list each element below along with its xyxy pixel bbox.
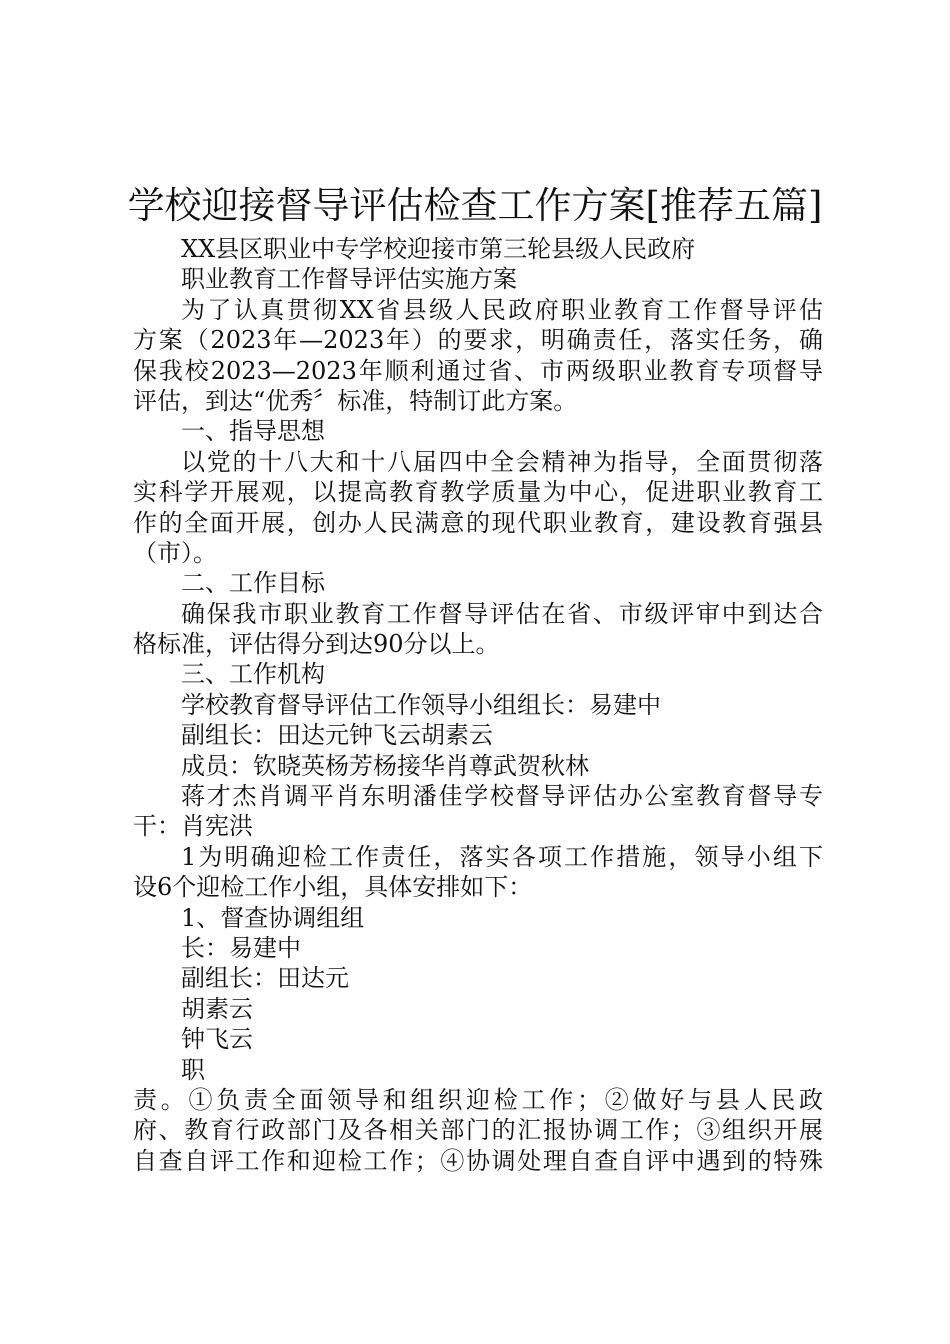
document-body bbox=[133, 234, 823, 1176]
paragraph-line: 以党的十八大和十八届四中全会精神为指导，全面贯彻落 bbox=[181, 447, 823, 476]
paragraph-line: 责。①负责全面领导和组织迎检工作；②做好与县人民政 bbox=[133, 1085, 823, 1114]
paragraph-line: 设6个迎检工作小组，具体安排如下： bbox=[133, 873, 533, 902]
section-heading: 一、指导思想 bbox=[181, 417, 325, 446]
paragraph-line: 职 bbox=[181, 1055, 205, 1084]
paragraph-line: 胡素云 bbox=[181, 994, 253, 1023]
paragraph-line: 府、教育行政部门及各相关部门的汇报协调工作；③组织开展 bbox=[133, 1116, 823, 1145]
paragraph-line: 钟飞云 bbox=[181, 1025, 253, 1054]
paragraph-line: 确保我市职业教育工作督导评估在省、市级评审中到达合 bbox=[181, 599, 823, 628]
paragraph-line: 作的全面开展，创办人民满意的现代职业教育，建设教育强县 bbox=[133, 508, 823, 537]
paragraph-line: 长：易建中 bbox=[181, 933, 301, 962]
section-heading: 三、工作机构 bbox=[181, 660, 325, 689]
paragraph-line: （市）。 bbox=[133, 538, 217, 567]
paragraph-line: 干：肖宪洪 bbox=[133, 812, 253, 841]
paragraph-line: 格标准，评估得分到达90分以上。 bbox=[133, 630, 500, 659]
paragraph-line: 评估，到达“优秀〞标准，特制订此方案。 bbox=[133, 386, 578, 415]
paragraph-line: 实科学开展观，以提高教育教学质量为中心，促进职业教育工 bbox=[133, 478, 823, 507]
paragraph-line: 副组长：田达元钟飞云胡素云 bbox=[181, 721, 493, 750]
paragraph-line: 为了认真贯彻XX省县级人民政府职业教育工作督导评估 bbox=[181, 295, 823, 324]
paragraph-line: 副组长：田达元 bbox=[181, 964, 349, 993]
subtitle-line-2: 职业教育工作督导评估实施方案 bbox=[181, 265, 517, 294]
subtitle-line-1: XX县区职业中专学校迎接市第三轮县级人民政府 bbox=[181, 235, 696, 263]
paragraph-line: 蒋才杰肖调平肖东明潘佳学校督导评估办公室教育督导专 bbox=[181, 782, 823, 811]
section-heading: 二、工作目标 bbox=[181, 569, 325, 598]
paragraph-line: 保我校2023—2023年顺利通过省、市两级职业教育专项督导 bbox=[133, 356, 823, 385]
paragraph-line: 成员：钦晓英杨芳杨接华肖尊武贺秋林 bbox=[181, 751, 589, 780]
paragraph-line: 学校教育督导评估工作领导小组组长：易建中 bbox=[181, 690, 661, 719]
paragraph-line: 自查自评工作和迎检工作；④协调处理自查自评中遇到的特殊 bbox=[133, 1146, 823, 1175]
document-title: 学校迎接督导评估检查工作方案[推荐五篇] bbox=[127, 184, 823, 227]
paragraph-line: 方案（2023年—2023年）的要求，明确责任，落实任务，确 bbox=[133, 326, 823, 355]
paragraph-line: 1、督查协调组组 bbox=[181, 903, 365, 932]
paragraph-line: 1为明确迎检工作责任，落实各项工作措施，领导小组下 bbox=[181, 842, 823, 871]
